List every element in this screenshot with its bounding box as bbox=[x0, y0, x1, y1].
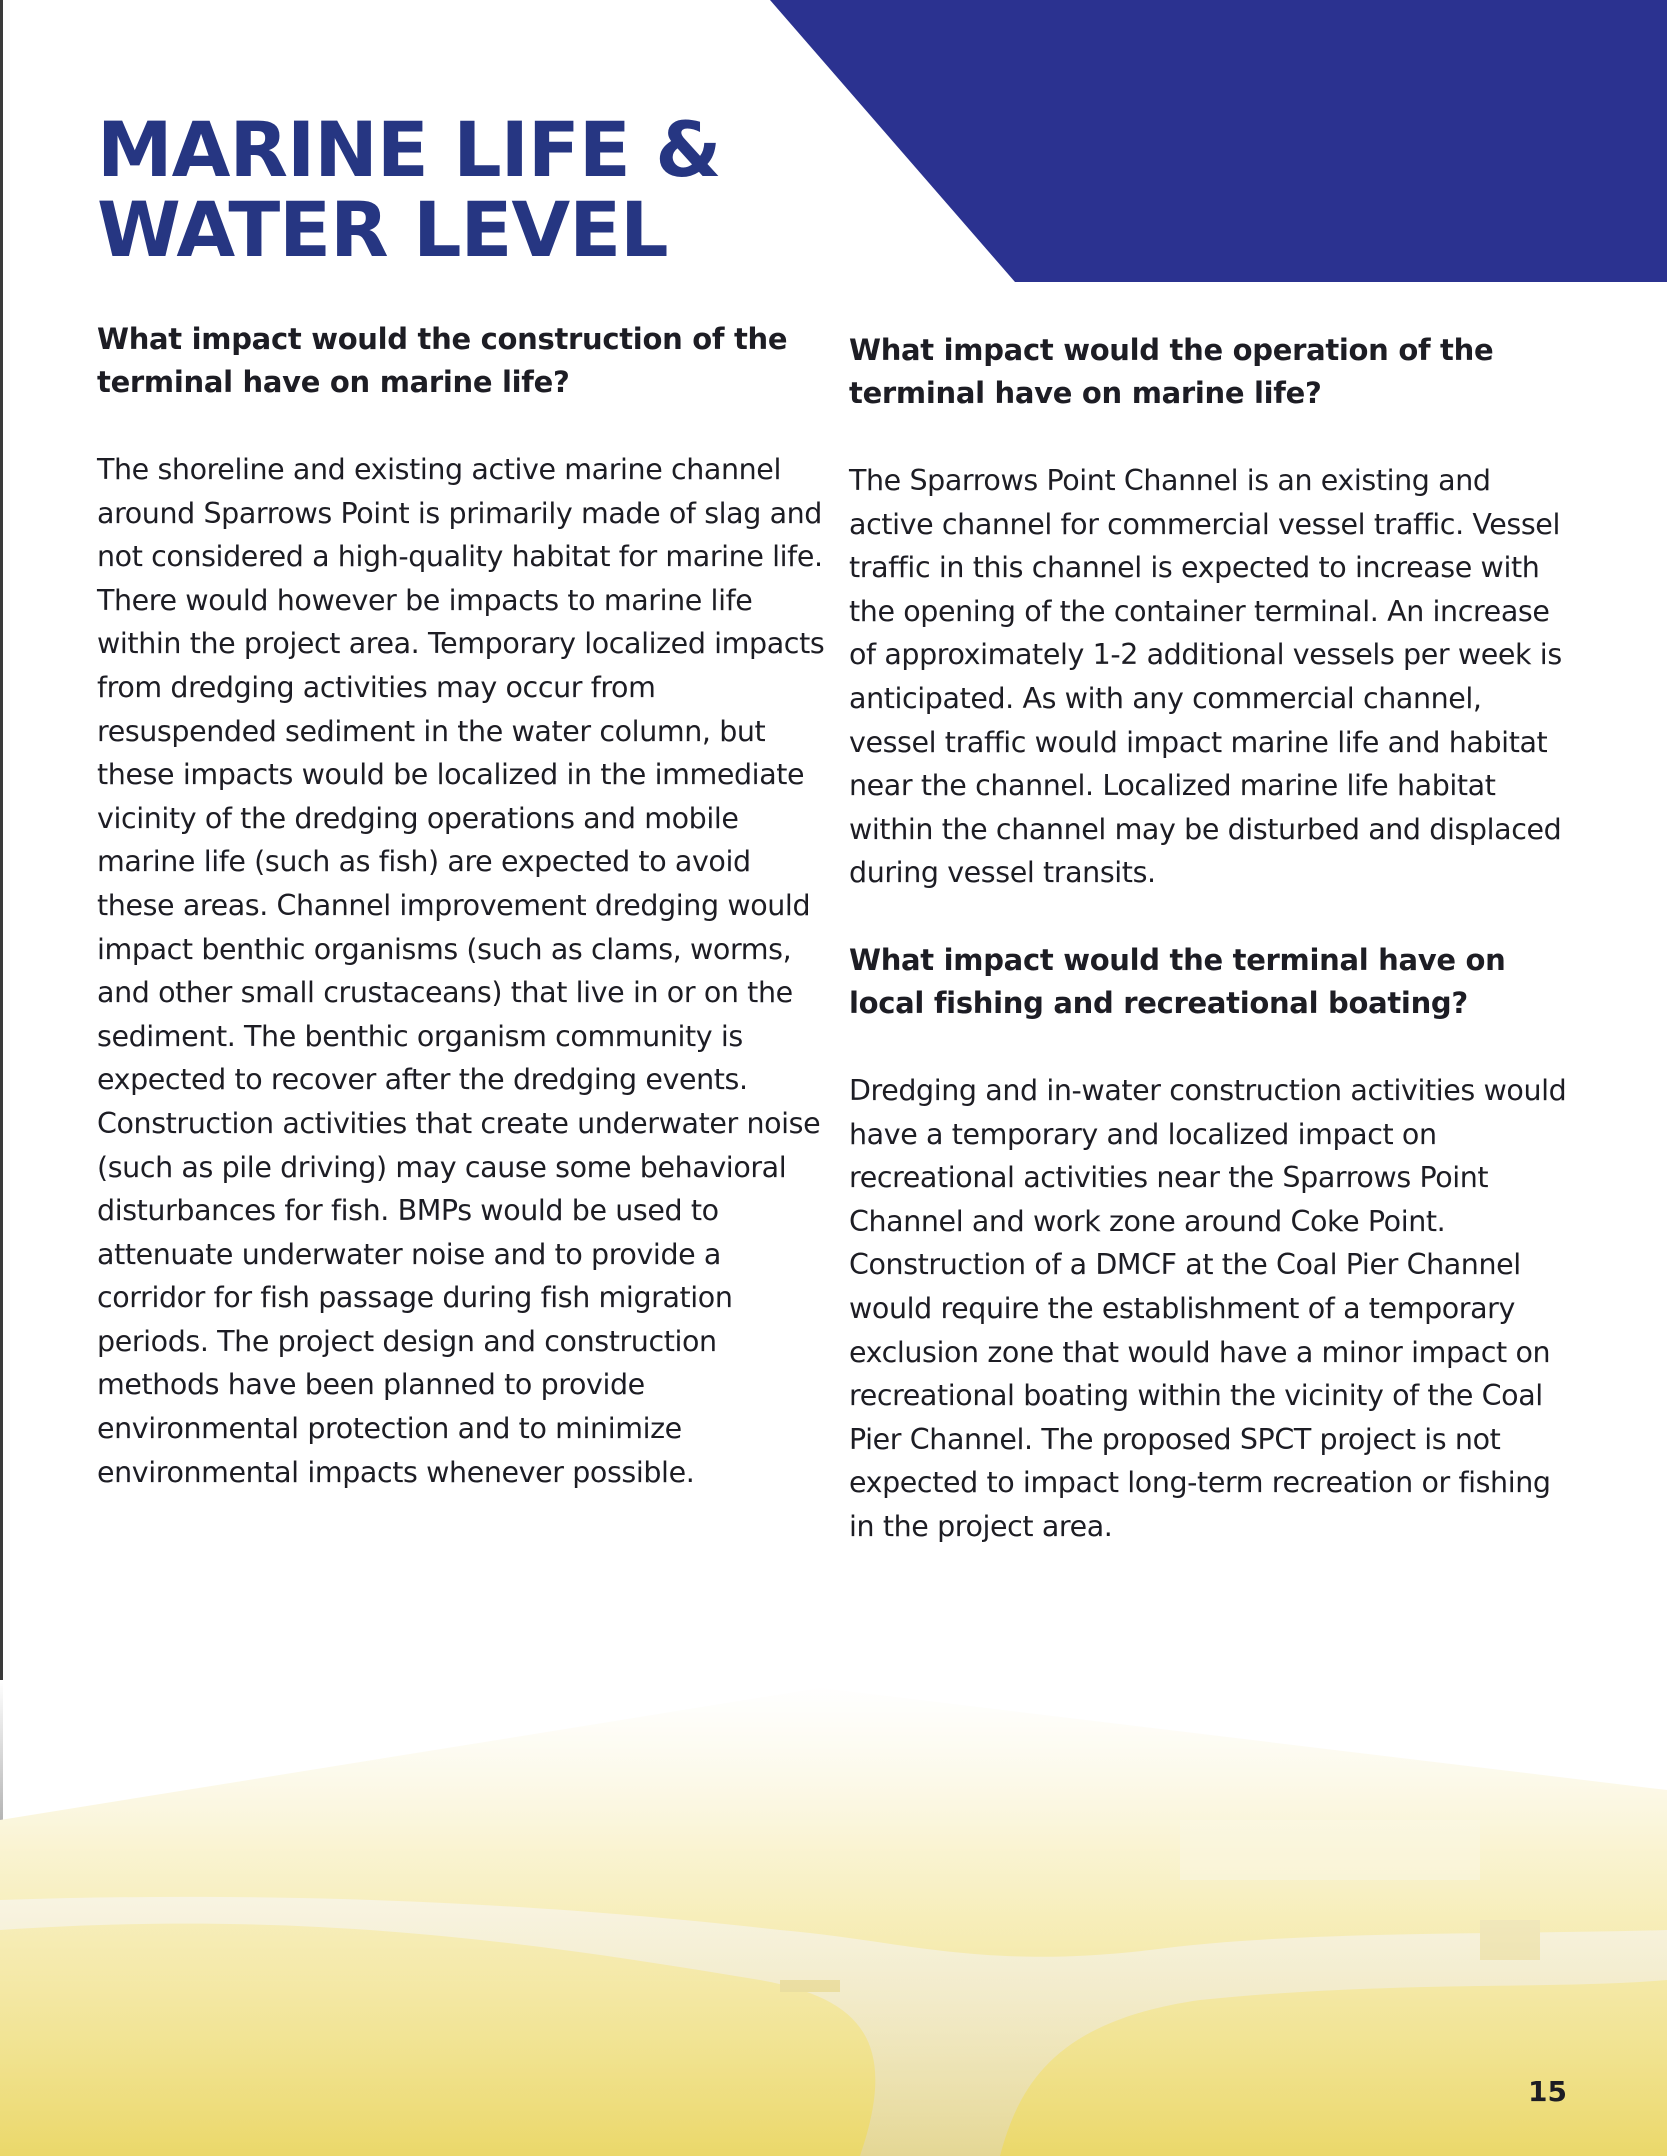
left-column bbox=[97, 318, 832, 1494]
accent-triangle bbox=[770, 0, 1667, 282]
page-title-line-2: WATER LEVEL bbox=[97, 185, 668, 274]
aerial-photo-background bbox=[0, 1680, 1667, 2156]
aerial-fade-overlay bbox=[0, 1680, 1667, 2156]
page-title-line-1: MARINE LIFE & bbox=[97, 105, 721, 194]
answer-operation-marine-life: The Sparrows Point Channel is an existing and active channel for commercial vessel traffic. Vessel traffic in this channel is expected to increase with the opening of the container terminal. An increase of approximately 1-2 additional vessels per week is anticipated. As with any commercial channel, vessel traffic would impact marine life and habitat near the channel. Localized marine life habitat within the channel may be disturbed and displaced during vessel transits. bbox=[849, 464, 1562, 890]
answer-construction-marine-life: The shoreline and existing active marine channel around Sparrows Point is primarily made of slag and not considered a high-quality habitat for marine life. There would however be impacts to marine life within the project area. Temporary localized impacts from dredging activities may occur from resuspended sediment in the water column, but these impacts would be localized in the immediate vicinity of the dredging operations and mobile marine life (such as fish) are expected to avoid these areas. Channel improvement dredging would impact benthic organisms (such as clams, worms, and other small crustaceans) that live in or on the sediment. The benthic organism community is expected to recover after the dredging events. Construction activities that create underwater noise (such as pile driving) may cause some behavioral disturbances for fish. BMPs would be used to attenuate underwater noise and to provide a corridor for fish passage during fish migration periods. The project design and construction methods have been planned to provide environmental protection and to minimize environmental impacts whenever possible. bbox=[97, 453, 825, 1489]
answer-fishing-boating: Dredging and in-water construction activities would have a temporary and localized impact on recreational activities near the Sparrows Point Channel and work zone around Coke Point. Construction of a DMCF at the Coal Pier Channel would require the establishment of a temporary exclusion zone that would have a minor impact on recreational boating within the vicinity of the Coal Pier Channel. The proposed SPCT project is not expected to impact long-term recreation or fishing in the project area. bbox=[849, 1073, 1567, 1543]
page-title bbox=[97, 105, 797, 274]
question-construction-marine-life: What impact would the construction of the terminal have on marine life? bbox=[97, 322, 788, 399]
question-fishing-boating: What impact would the terminal have on local fishing and recreational boating? bbox=[849, 942, 1506, 1020]
question-operation-marine-life: What impact would the operation of the terminal have on marine life? bbox=[849, 333, 1494, 410]
page-number: 15 bbox=[1528, 2075, 1567, 2108]
right-column bbox=[849, 329, 1569, 1548]
